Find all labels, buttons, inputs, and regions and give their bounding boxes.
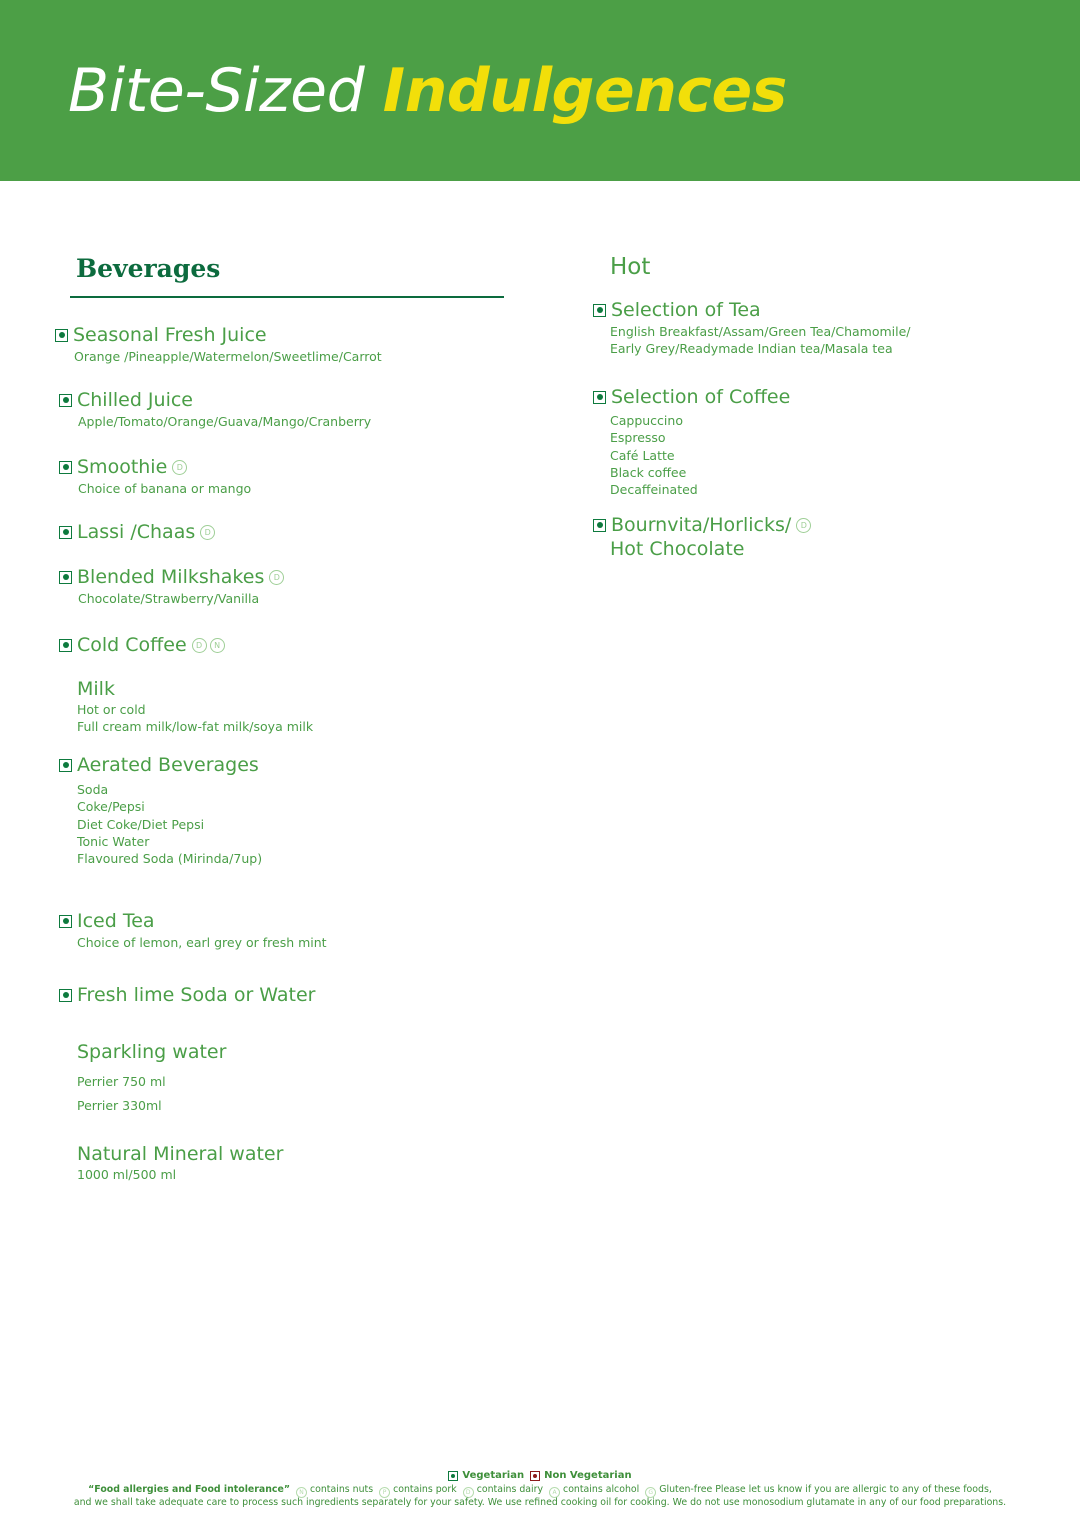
item-name: Lassi /Chaas	[77, 521, 196, 543]
legend-nonveg	[530, 1470, 632, 1481]
item-name: Seasonal Fresh Juice	[73, 324, 267, 346]
desc-line: Flavoured Soda (Mirinda/7up)	[77, 851, 263, 867]
item-name: Milk	[77, 678, 115, 700]
alcohol-icon: A	[549, 1487, 560, 1498]
veg-mark-icon	[59, 639, 72, 652]
veg-mark-icon	[59, 915, 72, 928]
legend-veg-label: Vegetarian	[462, 1470, 525, 1481]
section-title-hot: Hot	[610, 254, 651, 280]
dairy-icon: D	[172, 460, 187, 475]
menu-item-blended-milkshakes	[59, 566, 284, 607]
menu-item-sparkling-water	[77, 1041, 226, 1118]
section-title-beverages: Beverages	[76, 254, 221, 283]
desc-line: Perrier 750 ml	[77, 1074, 166, 1089]
desc-line: Perrier 330ml	[77, 1098, 162, 1113]
menu-item-milk	[77, 678, 313, 736]
menu-item-natural-mineral-water	[77, 1143, 283, 1183]
section-divider	[70, 296, 504, 298]
dairy-label: contains dairy	[476, 1484, 544, 1495]
menu-item-iced-tea	[59, 910, 327, 951]
desc-line: Early Grey/Readymade Indian tea/Masala tea	[610, 341, 893, 357]
menu-item-seasonal-fresh-juice	[55, 324, 382, 365]
item-desc: Choice of banana or mango	[78, 481, 252, 496]
dairy-icon: D	[463, 1487, 474, 1498]
item-name: Blended Milkshakes	[77, 566, 265, 588]
item-desc: Chocolate/Strawberry/Vanilla	[78, 591, 260, 606]
item-desc: 1000 ml/500 ml	[77, 1167, 177, 1182]
nuts-icon: N	[210, 638, 225, 653]
dairy-icon: D	[192, 638, 207, 653]
desc-line: Café Latte	[610, 447, 675, 463]
dairy-icon: D	[200, 525, 215, 540]
item-desc	[77, 781, 262, 867]
item-desc: Orange /Pineapple/Watermelon/Sweetlime/Carrot	[74, 349, 382, 364]
desc-line: Decaffeinated	[610, 482, 698, 498]
legend-veg	[448, 1470, 524, 1481]
veg-mark-icon	[593, 304, 606, 317]
item-name: Cold Coffee	[77, 634, 187, 656]
veg-mark-icon	[59, 394, 72, 407]
veg-mark-icon	[593, 519, 606, 532]
veg-mark-icon	[59, 526, 72, 539]
item-name: Selection of Coffee	[611, 386, 791, 408]
menu-item-lassi-chaas	[59, 521, 215, 543]
menu-item-selection-of-coffee	[593, 386, 790, 498]
pork-label: contains pork	[393, 1484, 457, 1495]
menu-item-fresh-lime-soda	[59, 984, 315, 1006]
item-name: Bournvita/Horlicks/	[611, 514, 792, 536]
title-part-1: Bite-Sized	[68, 56, 365, 126]
item-name: Iced Tea	[77, 910, 155, 932]
item-name: Smoothie	[77, 456, 168, 478]
footer-note-2: and we shall take adequate care to process such ingredients separately for your safety. We use refined cooking oil for cooking. We do not use monosodium glutamate in any of our food preparations.	[73, 1497, 1007, 1508]
item-desc	[610, 323, 911, 358]
allergy-legend-line	[0, 1484, 1080, 1498]
item-name: Selection of Tea	[611, 299, 761, 321]
item-name: Chilled Juice	[77, 389, 193, 411]
veg-mark-icon	[59, 759, 72, 772]
nuts-icon: N	[296, 1487, 307, 1498]
nonveg-mark-icon	[530, 1471, 540, 1481]
nuts-label: contains nuts	[309, 1484, 374, 1495]
gluten-free-icon: G	[645, 1487, 656, 1498]
legend	[0, 1470, 1080, 1481]
gluten-label: Gluten-free	[659, 1484, 713, 1495]
item-name: Sparkling water	[77, 1041, 227, 1063]
item-desc: Apple/Tomato/Orange/Guava/Mango/Cranberry	[78, 414, 372, 429]
legend-nonveg-label: Non Vegetarian	[544, 1470, 632, 1481]
veg-mark-icon	[59, 571, 72, 584]
page-title	[68, 56, 787, 126]
allergy-title: “Food allergies and Food intolerance”	[88, 1484, 290, 1495]
alcohol-label: contains alcohol	[563, 1484, 640, 1495]
veg-mark-icon	[448, 1471, 458, 1481]
item-desc: Choice of lemon, earl grey or fresh mint	[77, 935, 327, 950]
desc-line: Soda	[77, 782, 109, 797]
menu-item-chilled-juice	[59, 389, 371, 430]
veg-mark-icon	[55, 329, 68, 342]
menu-item-cold-coffee	[59, 634, 225, 656]
veg-mark-icon	[59, 989, 72, 1002]
veg-mark-icon	[59, 461, 72, 474]
footer-note-1: Please let us know if you are allergic to any of these foods,	[715, 1484, 992, 1495]
dairy-icon: D	[269, 570, 284, 585]
menu-item-selection-of-tea	[593, 299, 911, 358]
item-name: Natural Mineral water	[77, 1143, 284, 1165]
desc-line: Tonic Water	[77, 833, 150, 849]
dairy-icon: D	[796, 518, 811, 533]
menu-item-smoothie	[59, 456, 251, 497]
title-part-2: Indulgences	[382, 56, 787, 126]
veg-mark-icon	[593, 391, 606, 404]
desc-line: Coke/Pepsi	[77, 799, 145, 815]
desc-line: Cappuccino	[610, 413, 683, 428]
menu-item-bournvita-horlicks	[593, 514, 811, 560]
item-name-line-2: Hot Chocolate	[610, 538, 745, 560]
desc-line: Espresso	[610, 430, 666, 446]
menu-item-aerated-beverages	[59, 754, 262, 867]
item-desc	[77, 701, 313, 736]
pork-icon: P	[379, 1487, 390, 1498]
item-name: Fresh lime Soda or Water	[77, 984, 316, 1006]
item-desc	[77, 1070, 226, 1118]
desc-line: Full cream milk/low-fat milk/soya milk	[77, 719, 314, 735]
item-desc	[610, 412, 790, 498]
header-banner	[0, 0, 1080, 181]
item-name: Aerated Beverages	[77, 754, 259, 776]
desc-line: Diet Coke/Diet Pepsi	[77, 816, 205, 832]
desc-line: English Breakfast/Assam/Green Tea/Chamomile/	[610, 324, 911, 339]
desc-line: Hot or cold	[77, 702, 146, 717]
desc-line: Black coffee	[610, 464, 687, 480]
